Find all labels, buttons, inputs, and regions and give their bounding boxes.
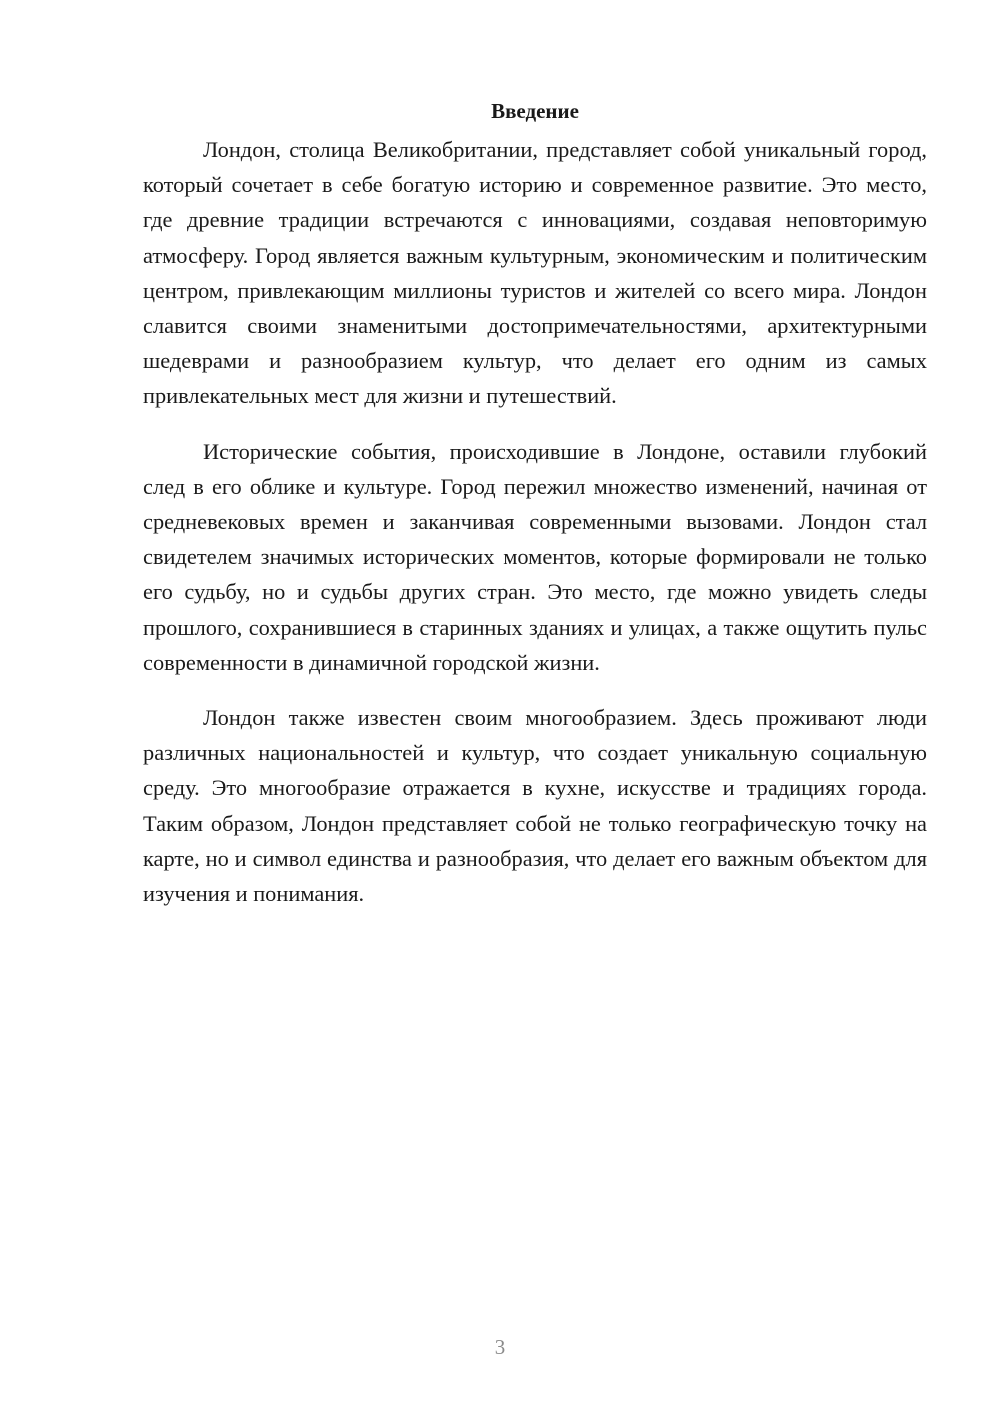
page-content (143, 96, 927, 931)
paragraph-1: Лондон, столица Великобритании, представляет собой уникальный город, который сочетает в себе богатую историю и современное развитие. Это место, где древние традиции встречаются с инновациями, создавая неповторимую атмосферу. Город является важным культурным, экономическим и политическим центром, привлекающим миллионы туристов и жителей со всего мира. Лондон славится своими знаменитыми достопримечательностями, архитектурными шедеврами и разнообразием культур, что делает его одним из самых привлекательных мест для жизни и путешествий. (143, 137, 927, 409)
page-number: 3 (494, 1335, 506, 1359)
paragraph-3: Лондон также известен своим многообразием. Здесь проживают люди различных национальностей и культур, что создает уникальную социальную среду. Это многообразие отражается в кухне, искусстве и традициях города. Таким образом, Лондон представляет собой не только географическую точку на карте, но и символ единства и разнообразия, что делает его важным объектом для изучения и понимания. (143, 705, 927, 907)
paragraph-2: Исторические события, происходившие в Лондоне, оставили глубокий след в его облике и культуре. Город пережил множество изменений, начиная от средневековых времен и заканчивая современными вызовами. Лондон стал свидетелем значимых исторических моментов, которые формировали не только его судьбу, но и судьбы других стран. Это место, где можно увидеть следы прошлого, сохранившиеся в старинных зданиях и улицах, а также ощутить пульс современности в динамичной городской жизни. (143, 438, 927, 675)
section-heading: Введение (491, 99, 579, 123)
